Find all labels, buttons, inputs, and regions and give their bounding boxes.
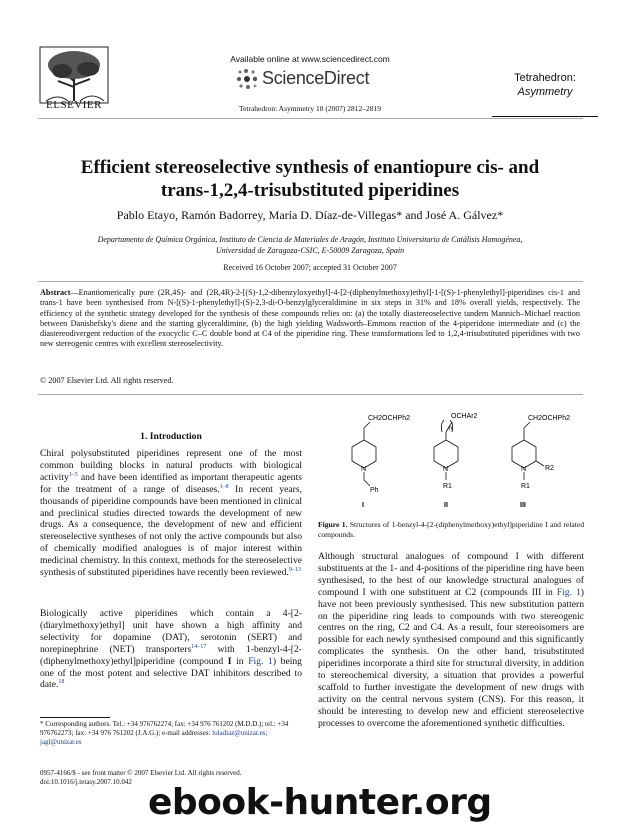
header-divider: [38, 118, 583, 119]
label-III: III: [520, 502, 526, 509]
ref-link[interactable]: 14–17: [191, 643, 207, 650]
n-atom-II: N: [443, 466, 449, 473]
journal-title-rule: [492, 116, 598, 117]
abstract-bottom-divider: [38, 394, 583, 395]
sub-II-text: OCHAr2: [451, 413, 478, 420]
issn-line: 0957-4166/$ - see front matter © 2007 Elsevier Ltd. All rights reserved.: [40, 769, 242, 777]
sub-I-text: CH2OCHPh2: [368, 415, 411, 422]
watermark: [148, 782, 618, 824]
email-link[interactable]: loladiaz@unizar.es; jagl@unizar.es: [40, 729, 268, 746]
abstract-copyright: © 2007 Elsevier Ltd. All rights reserved.: [40, 376, 174, 385]
abstract: [40, 288, 580, 350]
p3-text-b: ) have not been previously synthesised. This new substitution pattern on the piperidine ring leads to compounds with two stereogenic centres on the ring, C2 and C4. As a result, four stereoisomers are possible for each newly synthesised compound and this significantly complicates the synthesis. On the other hand, trisubstituted piperidines incorporate a third site for structural diversity, in addition to stereochemical diversity, a situation that provides a powerful scaffold to further investigate the development of new drugs with activity on the central nervous system (CNS). For this reason, it should be interesting to develop new and efficient stereoselective processes to overcome the aforementioned synthetic difficulties.: [318, 586, 584, 729]
abstract-top-divider: [38, 281, 583, 282]
journal-title: [490, 71, 600, 99]
structure-I: [352, 415, 410, 509]
received-dates: Received 16 October 2007; accepted 31 October 2007: [223, 263, 397, 272]
author-list: Pablo Etayo, Ramón Badorrey, María D. Díaz-de-Villegas* and José A. Gálvez*: [116, 208, 504, 222]
figure-1-structures: [324, 408, 584, 512]
paper-title: [40, 156, 580, 202]
ref-link[interactable]: 9–13: [288, 566, 301, 573]
p1-text-a: Chiral polysubstituted piperidines represent one of the most common building blocks in natural products with biological activity: [40, 448, 302, 483]
figure-link[interactable]: Fig. 1: [556, 586, 581, 598]
r1-label-III: R1: [521, 483, 530, 490]
p1-text-b: and have been identified as important therapeutic agents for the treatment of a range of diseases.: [40, 471, 302, 495]
caption-label: Figure 1.: [318, 520, 348, 529]
p1-text-c: In recent years, thousands of piperidine compounds have been mentioned in clinical and preclinical studies directed towards the development of new drugs. As a consequence, the development of new and efficient stereoselective syntheses of not only the active compounds but also of chemically modified analogues is of major interest within medicinal chemistry. In this context, methods for the stereoselective synthesis of substituted piperidines have recently been reviewed.: [40, 483, 302, 579]
p2-text-b: with 1-benzyl-4-[2-(diphenylmethoxy)ethyl]piperidine (compound: [40, 643, 302, 667]
intro-paragraph-3: [318, 551, 584, 730]
affiliation: [50, 234, 570, 256]
structure-II: [434, 413, 478, 509]
ref-link[interactable]: 1–8: [219, 483, 229, 490]
doi-line: doi:10.1016/j.tetasy.2007.10.042: [40, 778, 132, 786]
ref-link[interactable]: 18: [58, 679, 65, 686]
journal-title-line2: Asymmetry: [517, 86, 573, 98]
ph-label: Ph: [370, 487, 379, 494]
structure-III: [512, 415, 570, 509]
n-atom-I: N: [361, 466, 367, 473]
abstract-label: Abstract: [40, 288, 71, 297]
compound-label: I: [227, 655, 232, 667]
elsevier-wordmark: ELSEVIER: [46, 99, 102, 111]
r1-label-II: R1: [443, 483, 452, 490]
journal-title-line1: Tetrahedron:: [514, 72, 576, 84]
sub-III-text: CH2OCHPh2: [528, 415, 571, 422]
section-heading-introduction: 1. Introduction: [140, 431, 202, 442]
available-online-text: Available online at www.sciencedirect.com: [230, 54, 390, 64]
r2-label: R2: [545, 465, 554, 472]
sciencedirect-dots-icon: [236, 68, 260, 90]
affiliation-line1: Departamento de Química Orgánica, Instituto de Ciencia de Materiales de Aragón, Instituto Universitario de Catálisis Homogénea,: [97, 235, 523, 244]
abstract-text: —Enantiomerically pure (2R,4S)- and (2R,4R)-2-[(S)-1,2-dibenzyloxyethyl]-4-[2-(diphenylmethoxy)ethyl]-1-[(S)-1-phenylethyl]-piperidines cis-1 and trans-1 have been synthesised from N-[(S)-1-phenylethyl]-(S)-2,3-di-O-benzylglyceraldimine in six steps in 31% and 18% overall yields, respectively. The efficiency of the synthetic strategy developed for the synthesis of these compounds relies on: (a) the totally diastereoselective tandem Mannich–Michael reaction between Danishefsky's diene and the starting glyceraldimine, (b) the high yielding Wadsworth–Emmons reaction of the 4-piperidone intermediate and (c) the diastereodivergent reduction of the exocyclic C–C double bond at C4 of the piperidine ring. These transformations led to 1,2,4-trisubstituted piperidines with two new stereogenic centres with excellent stereoselectivity.: [40, 288, 580, 349]
intro-paragraph-2: [40, 608, 302, 691]
intro-paragraph-1: [40, 448, 302, 579]
p2-text-a: Biologically active piperidines which contain a 4-[2-(diarylmethoxy)ethyl] unit have shown a high affinity and selectivity for dopamine (DAT), serotonin (SERT) and norepinephrine (NET) transporters: [40, 608, 302, 655]
p3-text-a: Although structural analogues of compound I with different substituents at the 1- and 4-positions of the piperidine ring have been synthesised, to the best of our knowledge structural analogues of compound I with one substituent at C2 (compounds III in: [318, 551, 584, 598]
corresponding-author-footnote: [40, 720, 302, 747]
title-line2: trans-1,2,4-trisubstituted piperidines: [160, 180, 460, 201]
affiliation-line2: Universidad de Zaragoza-CSIC, E-50009 Zaragoza, Spain: [215, 246, 405, 255]
watermark-text: ebook-hunter.org: [148, 782, 492, 823]
footnote-rule: [40, 717, 110, 718]
title-line1: Efficient stereoselective synthesis of enantiopure cis- and: [80, 157, 540, 178]
p2-text-d: ) being one of the most potent and selective DAT inhibitors described to date.: [40, 655, 302, 691]
label-II: II: [444, 502, 448, 509]
label-I: I: [362, 502, 364, 509]
ref-link[interactable]: 1–5: [68, 471, 78, 478]
figure-link[interactable]: Fig. 1: [248, 655, 273, 667]
n-atom-III: N: [521, 466, 527, 473]
footnote-text: * Corresponding authors. Tel.: +34 976762274; fax: +34 976 761202 (M.D.D.); tel.: +34 976762273; fax: +34 976 761202 (J.A.G.); e-mail addresses:: [40, 720, 289, 737]
n-label: n: [449, 426, 453, 432]
figure-1-caption: [318, 520, 584, 539]
caption-text: Structures of 1-benzyl-4-[2-(diphenylmethoxy)ethyl]piperidine I and related compounds.: [318, 520, 584, 539]
p2-text-c: in: [231, 655, 249, 667]
sciencedirect-wordmark: ScienceDirect: [262, 68, 370, 88]
journal-citation: Tetrahedron: Asymmetry 18 (2007) 2812–2819: [239, 104, 381, 113]
